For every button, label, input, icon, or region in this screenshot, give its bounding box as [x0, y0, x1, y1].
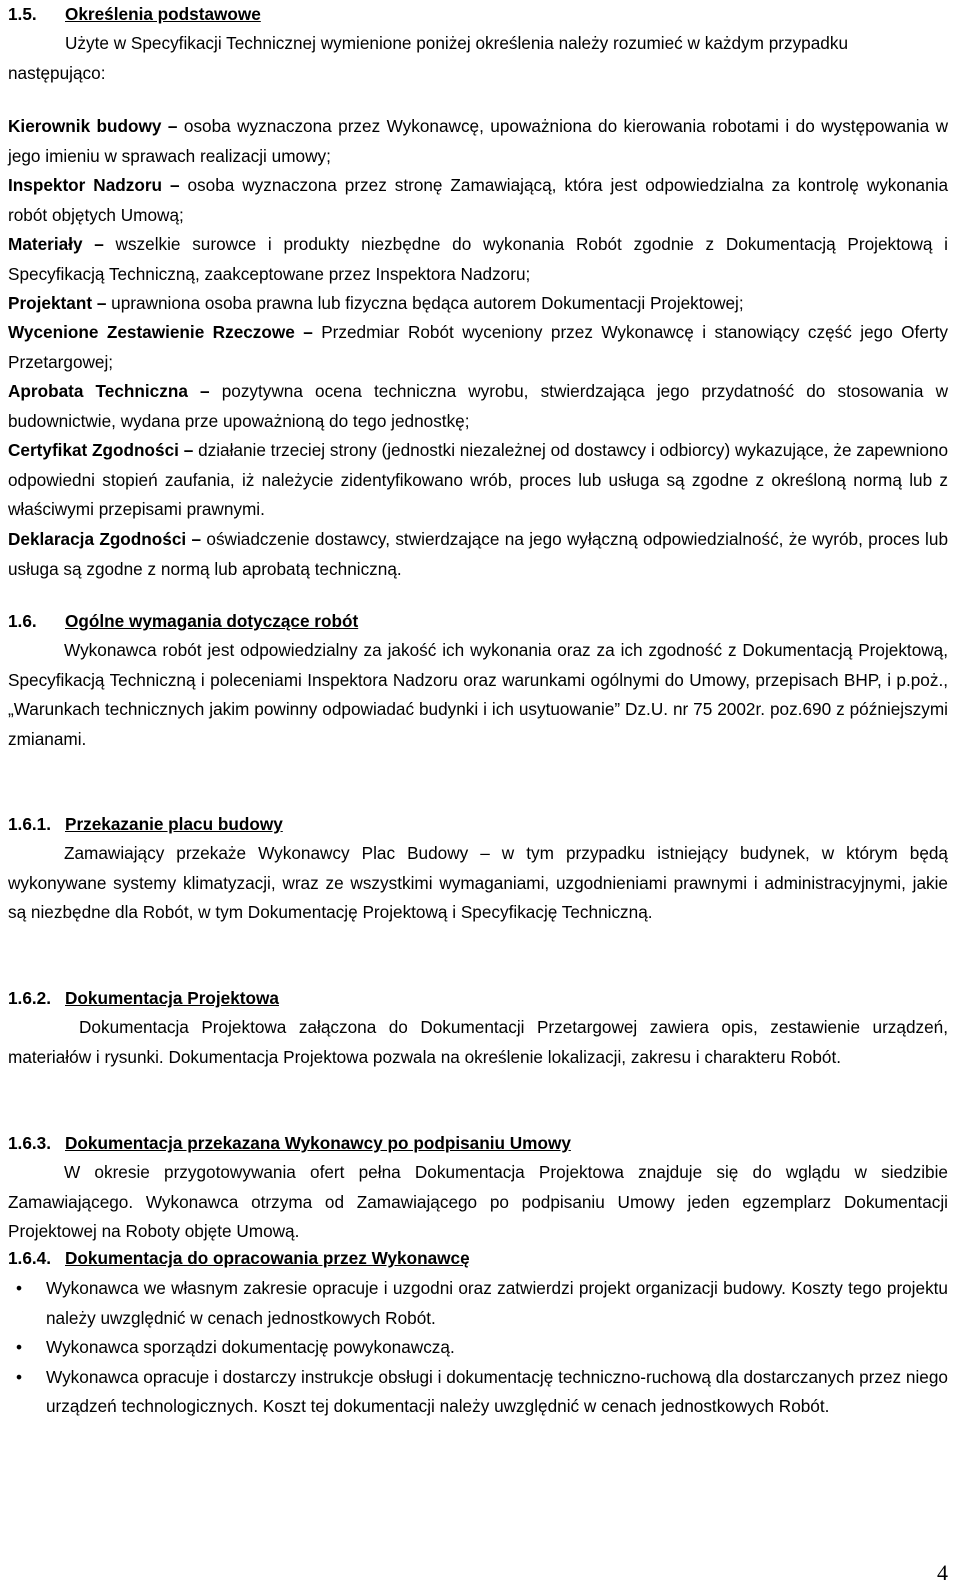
section-number: 1.6.1.: [8, 814, 52, 834]
section-number: 1.6.: [8, 611, 37, 631]
section-number: 1.6.3.: [8, 1133, 52, 1153]
list-item-text: Wykonawca sporządzi dokumentację powykonawczą.: [46, 1337, 455, 1357]
page-number: 4: [937, 1560, 948, 1585]
definition-paragraph: Inspektor Nadzoru – osoba wyznaczona przez stronę Zamawiającą, która jest odpowiedzialna za kontrolę wykonania robót objętych Umową;: [8, 175, 949, 225]
bullet-icon: •: [16, 1337, 23, 1357]
section-heading-1-6-3: [8, 1129, 948, 1159]
definition-paragraph: Materiały – wszelkie surowce i produkty niezbędne do wykonania Robót zgodnie z Dokumentacją Projektową i Specyfikacją Techniczną, zaakceptowane przez Inspektora Nadzoru;: [8, 234, 948, 284]
section-title: Ogólne wymagania dotyczące robót: [65, 611, 359, 631]
definition-paragraph: Wycenione Zestawienie Rzeczowe – Przedmiar Robót wyceniony przez Wykonawcę i stanowiący część jego Oferty Przetargowej;: [8, 322, 948, 372]
definition-paragraph: Projektant – uprawniona osoba prawna lub fizyczna będąca autorem Dokumentacji Projektowej;: [8, 293, 744, 313]
section-intro: Użyte w Specyfikacji Technicznej wymienione poniżej określenia należy rozumieć w każdym przypadku następująco:: [8, 33, 849, 83]
section-title: Dokumentacja przekazana Wykonawcy po podpisaniu Umowy: [65, 1133, 571, 1153]
section-number: 1.5.: [8, 4, 37, 24]
definition-paragraph: Aprobata Techniczna – pozytywna ocena techniczna wyrobu, stwierdzająca jego przydatność do stosowania w budownictwie, wydana prze upoważnioną do tego jednostkę;: [8, 381, 948, 431]
list-item: [8, 1274, 948, 1333]
bullet-list: [8, 1274, 948, 1422]
definition-text: działanie trzeciej strony (jednostki niezależnej od dostawcy i odbiorcy) wykazujące, że zapewniono odpowiedni stopień zaufania, iż należycie zidentyfikowano wrób, proces lub usługa są zgodne z określoną normą lub z właściwymi przepisami prawnymi.: [8, 440, 949, 519]
section-number: 1.6.4.: [8, 1248, 52, 1268]
definition-text: uprawniona osoba prawna lub fizyczna będąca autorem Dokumentacji Projektowej;: [111, 293, 744, 313]
section-heading-1-6-4: [8, 1244, 948, 1274]
definition-paragraph: Certyfikat Zgodności – działanie trzeciej strony (jednostki niezależnej od dostawcy i odbiorcy) wykazujące, że zapewniono odpowiedni stopień zaufania, iż należycie zidentyfikowano wrób, proces lub usługa są zgodne z określoną normą lub z właściwymi przepisami prawnymi.: [8, 440, 949, 519]
definition-text: oświadczenie dostawcy, stwierdzające na jego wyłączną odpowiedzialność, że wyrób, proces lub usługa są zgodne z normą lub aprobatą techniczną.: [8, 529, 948, 579]
section-text-1-6-2: Dokumentacja Projektowa załączona do Dokumentacji Przetargowej zawiera opis, zestawienie urządzeń, materiałów i rysunki. Dokumentacja Projektowa pozwala na określenie lokalizacji, zakresu i charakteru Robót.: [8, 1017, 948, 1067]
section-text-1-6-1: Zamawiający przekaże Wykonawcy Plac Budowy – w tym przypadku istniejący budynek, w którym będą wykonywane systemy klimatyzacji, wraz ze wszystkimi wymaganiami, uzgodnieniami prawnymi i administracyjnymi, jakie są niezbędne dla Robót, w tym Dokumentację Projektową i Specyfikację Techniczną.: [8, 843, 948, 922]
definition-term: Certyfikat Zgodności: [8, 440, 179, 460]
section-text-1-6-3: W okresie przygotowywania ofert pełna Dokumentacja Projektowa znajduje się do wglądu w siedzibie Zamawiającego. Wykonawca otrzyma od Zamawiającego po podpisaniu Umowy jeden egzemplarz Dokumentacji Projektowej na Roboty objęte Umową.: [8, 1162, 948, 1241]
bullet-icon: •: [16, 1366, 23, 1387]
definition-term: Wycenione Zestawienie Rzeczowe: [8, 322, 295, 342]
section-heading-1-6-1: [8, 810, 948, 840]
definition-term: Kierownik budowy: [8, 116, 162, 136]
bullet-icon: •: [16, 1278, 23, 1298]
section-title: Dokumentacja do opracowania przez Wykonawcę: [65, 1248, 470, 1268]
list-item: [8, 1363, 948, 1422]
definition-term: Materiały: [8, 234, 83, 254]
list-item: [8, 1333, 948, 1363]
list-item-text: Wykonawca we własnym zakresie opracuje i uzgodni oraz zatwierdzi projekt organizacji budowy. Koszty tego projektu należy uwzględnić w cenach jednostkowych Robót.: [46, 1278, 948, 1328]
section-title: Określenia podstawowe: [65, 4, 261, 24]
definition-text: osoba wyznaczona przez Wykonawcę, upoważniona do kierowania robotami i do występowania w jego imieniu w sprawach realizacji umowy;: [8, 116, 948, 166]
definition-text: Przedmiar Robót wyceniony przez Wykonawcę i stanowiący część jego Oferty Przetargowej;: [8, 322, 948, 372]
list-item-text: Wykonawca opracuje i dostarczy instrukcje obsługi i dokumentację techniczno-ruchową dla dostarczanych przez niego urządzeń technologicznych. Koszt tej dokumentacji należy uwzględnić w cenach jednostkowych Robót.: [46, 1366, 948, 1416]
definition-term: Deklaracja Zgodności: [8, 529, 187, 549]
section-title: Przekazanie placu budowy: [65, 814, 283, 834]
definition-paragraph: Deklaracja Zgodności – oświadczenie dostawcy, stwierdzające na jego wyłączną odpowiedzialność, że wyrób, proces lub usługa są zgodne z normą lub aprobatą techniczną.: [8, 529, 948, 579]
definition-term: Inspektor Nadzoru: [8, 175, 163, 195]
section-title: Dokumentacja Projektowa: [65, 988, 279, 1008]
definition-paragraph: Kierownik budowy – osoba wyznaczona przez Wykonawcę, upoważniona do kierowania robotami i do występowania w jego imieniu w sprawach realizacji umowy;: [8, 116, 948, 166]
section-heading-1-6: [8, 607, 948, 637]
section-number: 1.6.2.: [8, 988, 52, 1008]
definition-text: osoba wyznaczona przez stronę Zamawiającą, która jest odpowiedzialna za kontrolę wykonania robót objętych Umową;: [8, 175, 949, 225]
section-text-1-6: Wykonawca robót jest odpowiedzialny za jakość ich wykonania oraz za ich zgodność z Dokumentacją Projektową, Specyfikacją Techniczną i poleceniami Inspektora Nadzoru oraz warunkami ogólnymi do Umowy, przepisach BHP, i p.poż., „Warunkach technicznych jakim powinny odpowiadać budynki i ich usytuowanie” Dz.U. nr 75 2002r. poz.690 z późniejszymi zmianami.: [8, 640, 948, 749]
definition-term: Projektant: [8, 293, 93, 313]
definition-text: wszelkie surowce i produkty niezbędne do wykonania Robót zgodnie z Dokumentacją Projektową i Specyfikacją Techniczną, zaakceptowane przez Inspektora Nadzoru;: [8, 234, 948, 284]
section-heading-1-5: [8, 0, 948, 30]
section-heading-1-6-2: [8, 984, 948, 1014]
definition-term: Aprobata Techniczna: [8, 381, 188, 401]
definition-text: pozytywna ocena techniczna wyrobu, stwierdzająca jego przydatność do stosowania w budownictwie, wydana prze upoważnioną do tego jednostkę;: [8, 381, 948, 431]
